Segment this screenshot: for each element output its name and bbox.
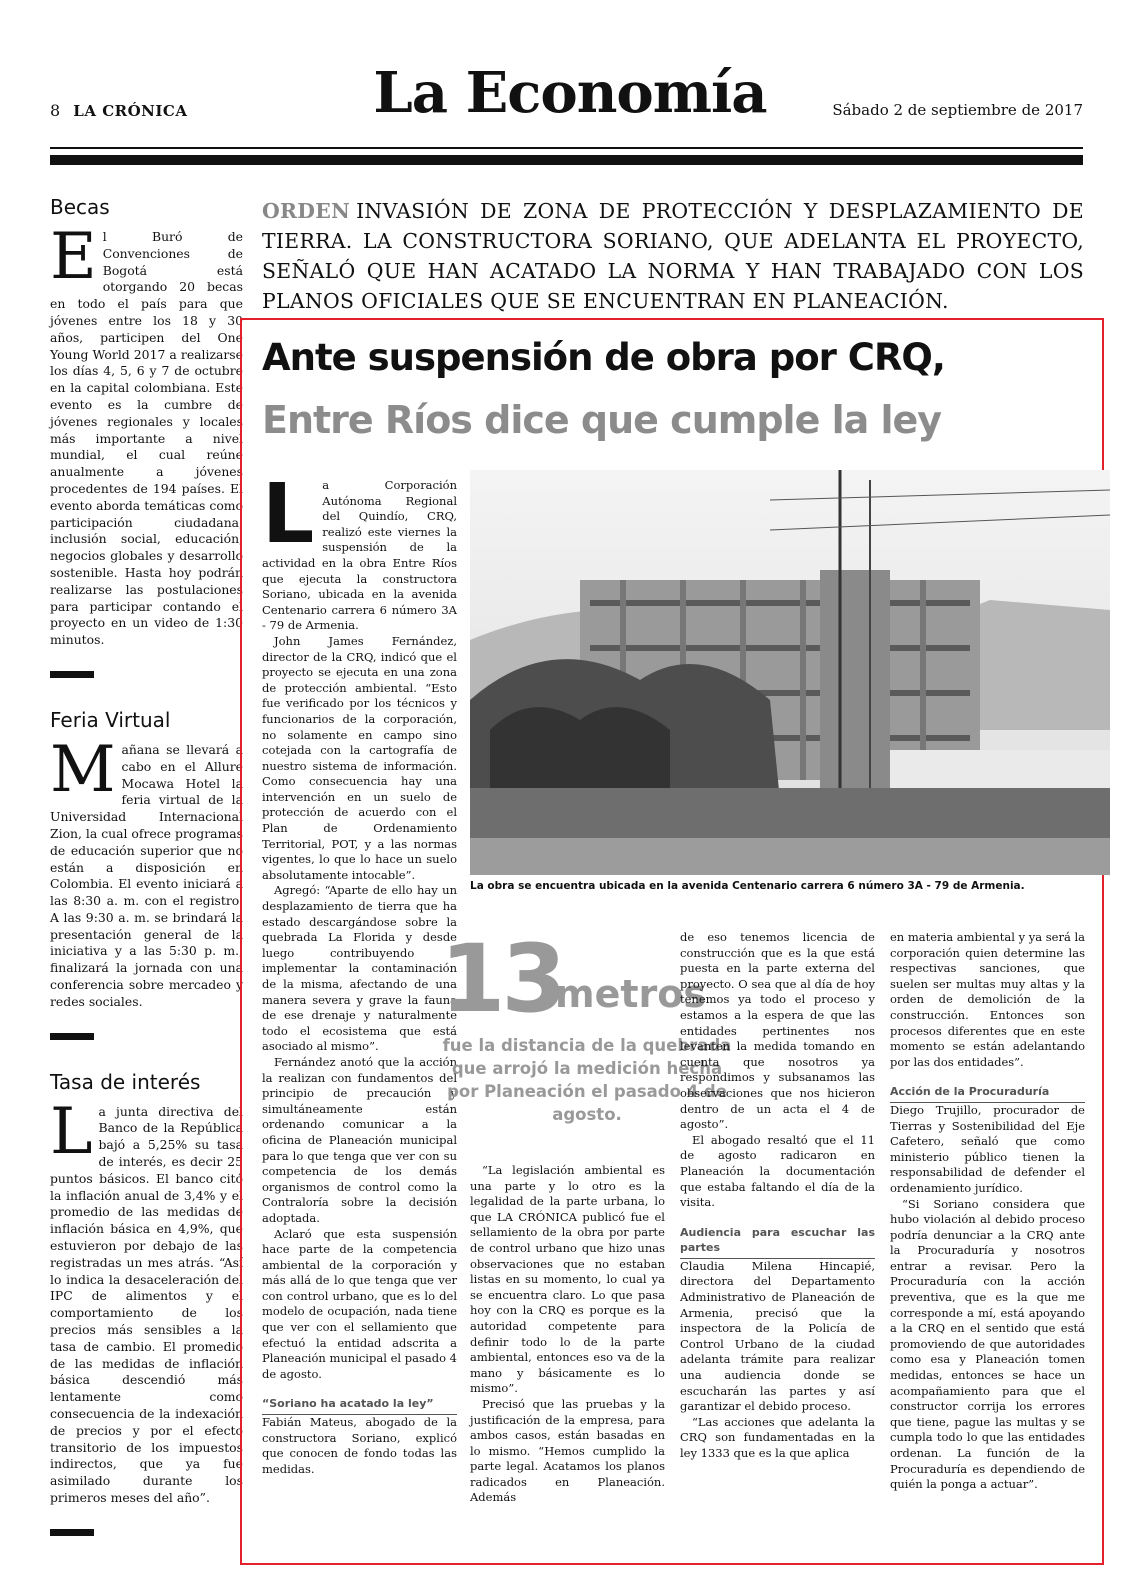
- article-paragraph: Fernández anotó que la acción la realizan con fundamentos del principio de precaución y simultáneamente están ordenando comunicar a la oficina de Planeación municipal para lo que tenga que ver con su competencia de los demás organismos de control como la Contraloría sobre la decisión adoptada.: [262, 1054, 457, 1225]
- article-paragraph: de eso tenemos licencia de construcción que es la que está puesta en la parte externa del proyecto. O sea que al día de hoy tenemos ya todo el proceso y estamos a la espera de que las entidades pertinentes nos levanten la medida tomando en cuenta que nosotros ya respondimos y subsanamos las observaciones que nos hicieron dentro de un acta el 4 de agosto”.: [680, 930, 875, 1132]
- article-paragraph: “La legislación ambiental es una parte y lo otro es la legalidad de la parte urbana, lo que LA CRÓNICA publicó fue el sellamiento de la obra por parte de control urbano que hizo unas observaciones que no estaban listas en su momento, lo cual ya se encuentra claro. Lo que pasa hoy con la CRQ es porque es la autoridad competente para definir todo lo de la parte ambiental, entonces eso va de la mano y básicamente es lo mismo”.: [470, 1163, 665, 1396]
- drop-cap: M: [50, 732, 116, 807]
- article-paragraph: “Las acciones que adelanta la CRQ son fundamentadas en la ley 1333 que es la que aplica: [680, 1414, 875, 1460]
- brief-text: a junta directiva del Banco de la República bajó a 5,25% su tasa de interés, es decir 25 puntos básicos. El banco citó la inflación anual de 3,4% y el promedio de las medidas de inflación básica en 4,9%, que estuvieron por debajo de las registradas un mes atrás. “Así lo indica la desaceleración del IPC de alimentos y el comportamiento de los precios más sensibles a la tasa de cambio. El promedio de las medidas de inflación básica descendió más lentamente como consecuencia de la indexación de precios y por el efecto transitorio de los impuestos indirectos, que ya fue asimilado durante los primeros meses del año”.: [50, 1103, 243, 1505]
- brief-title: Feria Virtual: [50, 707, 171, 732]
- article-paragraph: Aclaró que esta suspensión hace parte de la competencia ambiental de la corporación y más allá de lo que tenga que ver con control urbano, que es lo del modelo de ocupación, nada tiene que ver con el sellamiento que efectuó la entidad adscrita a Planeación municipal el pasado 4 de agosto.: [262, 1226, 457, 1381]
- section-subtitle: Audiencia para escuchar las partes: [680, 1225, 875, 1259]
- article-column-4: [890, 930, 1085, 1493]
- issue-date: Sábado 2 de septiembre de 2017: [832, 101, 1083, 119]
- article-paragraph: John James Fernández, director de la CRQ, indicó que el proyecto se ejecuta en una zona de protección ambiental. “Esto fue verificado por los técnicos y funcionarios de la corporación, no solamente en campo sino cotejada con la cartografía de nuestro sistema de información. Como consecuencia hay una intervención en un suelo de protección de acuerdo con el Plan de Ordenamiento Territorial, POT, y a las normas vigentes, lo que lo hace un suelo absolutamente intocable”.: [262, 633, 457, 882]
- brief-separator: [50, 671, 94, 678]
- brief-separator: [50, 1529, 94, 1536]
- brief-separator: [50, 1033, 94, 1040]
- stat-number: 13: [440, 925, 563, 1034]
- article-subhead: Entre Ríos dice que cumple la ley: [262, 398, 942, 442]
- article-column-2: [470, 1163, 665, 1506]
- page-folio: [50, 101, 187, 120]
- brief-text: añana se llevará a cabo en el Allure Mocawa Hotel la feria virtual de la Universidad Internacional Zion, la cual ofrece programas de educación superior que no están a disposición en Colombia. El evento iniciará a las 8:30 a. m. con el registro. A las 9:30 a. m. se brindará la presentación general de la iniciativa y a las 5:30 p. m., finalizará la jornada con una conferencia sobre mercadeo y redes sociales.: [50, 741, 243, 1009]
- article-paragraph: Diego Trujillo, procurador de Tierras y Sostenibilidad del Eje Cafetero, señaló que como ministerio público tienen la responsabilidad de defender el ordenamiento jurídico.: [890, 1102, 1085, 1195]
- brief-becas: [50, 195, 243, 649]
- article-paragraph: Claudia Milena Hincapié, directora del Departamento Administrativo de Planeación de Armenia, precisó que la inspectora de la Policía de Control Urbano de la ciudad adelanta trámite para realizar una audiencia donde se escucharán las partes y así garantizar el debido proceso.: [680, 1258, 875, 1414]
- header-rule-thin: [50, 147, 1083, 149]
- news-briefs-sidebar: [50, 195, 243, 1566]
- paragraph-text: a Corporación Autónoma Regional del Quindío, CRQ, realizó este viernes la suspensión de la actividad en la obra Entre Ríos que ejecuta la constructora Soriano, ubicada en la avenida Centenario carrera 6 número 3A - 79 de Armenia.: [262, 478, 457, 633]
- brief-title: Tasa de interés: [50, 1069, 201, 1094]
- article-column-3: [680, 930, 875, 1462]
- article-paragraph: El abogado resaltó que el 11 de agosto radicaron en Planeación la documentación que estaba faltando el día de la visita.: [680, 1132, 875, 1210]
- brief-title: Becas: [50, 195, 110, 219]
- article-paragraph: Agregó: “Aparte de ello hay un desplazamiento de tierra que ha estado descargándose sobre la quebrada La Florida y desde luego contribuyendo a implementar la contaminación de la misma, afectando de una manera severa y grave la fauna de ese drenaje y naturalmente todo el ecosistema que está asociado al mismo”.: [262, 883, 457, 1054]
- stat-description: fue la distancia de la quebrada que arrojó la medición hecha por Planeación el pasado 4 de agosto.: [442, 1036, 732, 1124]
- article-paragraph: [262, 467, 457, 634]
- article-paragraph: Fabián Mateus, abogado de la constructora Soriano, explicó que conocen de fondo todas las medidas.: [262, 1415, 457, 1476]
- brief-feria: [50, 708, 243, 1011]
- article-column-1: [262, 467, 457, 1477]
- newspaper-brand: LA CRÓNICA: [73, 102, 188, 120]
- section-title: La Economía: [373, 60, 767, 126]
- brief-tasa: [50, 1070, 243, 1507]
- brief-body: [50, 220, 243, 649]
- brief-body: [50, 732, 243, 1011]
- article-headline: Ante suspensión de obra por CRQ,: [262, 336, 945, 379]
- construction-site-photo: [470, 470, 1110, 875]
- page-number: 8: [50, 101, 61, 120]
- section-subtitle: Acción de la Procuraduría: [890, 1084, 1085, 1103]
- brief-text: l Buró de Convenciones de Bogotá está otorgando 20 becas en todo el país para que jóvenes entre los 18 y 30 años, participen del One Young World 2017 a realizarse los días 4, 5, 6 y 7 de octubre en la capital colombiana. Este evento es la cumbre de jóvenes regionales y locales más importante a nivel mundial, el cual reúne anualmente a jóvenes procedentes de 194 países. El evento aborda temáticas como participación ciudadana, inclusión social, educación, negocios globales y desarrollo sostenible. Hasta hoy podrán realizarse las postulaciones para participar contando el proyecto en un video de 1:30 minutos.: [50, 229, 243, 648]
- drop-cap: L: [50, 1094, 93, 1169]
- article-paragraph: en materia ambiental y ya será la corporación quien determine las respectivas sanciones, que suelen ser multas muy altas y la orden de demolición de la construcción. Entonces son procesos diferentes que en este momento se están adelantando por las dos entidades”.: [890, 930, 1085, 1069]
- kicker-label: ORDEN: [262, 199, 351, 223]
- article-paragraph: Precisó que las pruebas y la justificación de la empresa, para ambos casos, están basadas en lo mismo. “Hemos cumplido la parte legal. Acatamos los planos radicados en Planeación. Además: [470, 1396, 665, 1505]
- drop-cap: L: [262, 467, 315, 562]
- section-subtitle: “Soriano ha acatado la ley”: [262, 1396, 457, 1415]
- photo-caption: La obra se encuentra ubicada en la avenida Centenario carrera 6 número 3A - 79 de Armenia.: [470, 880, 1025, 892]
- brief-body: [50, 1094, 243, 1507]
- kicker-text: INVASIÓN DE ZONA DE PROTECCIÓN Y DESPLAZAMIENTO DE TIERRA. LA CONSTRUCTORA SORIANO, QUE ADELANTA EL PROYECTO, SEÑALÓ QUE HAN ACATADO LA NORMA Y HAN TRABAJADO CON LOS PLANOS OFICIALES QUE SE ENCUENTRAN EN PLANEACIÓN.: [262, 199, 1084, 313]
- article-kicker: [262, 196, 1084, 316]
- header-rule-thick: [50, 155, 1083, 165]
- article-paragraph: “Si Soriano considera que hubo violación al debido proceso podría denunciar a la CRQ ante la Procuraduría y nosotros entrar a revisar. Pero la Procuraduría con la acción preventiva, que es la que me corresponde a mí, está apoyando a la CRQ en el sentido que está promoviendo de que autoridades como esa y Planeación tomen medidas, entonces se hace un acompañamiento para que el constructor corrija los errores que tiene, pague las multas y se cumpla todo lo que las entidades ordenan. La función de la Procuraduría es dependiendo de quién la ponga a actuar”.: [890, 1196, 1085, 1492]
- stat-unit: metros: [555, 972, 706, 1016]
- drop-cap: E: [50, 220, 97, 294]
